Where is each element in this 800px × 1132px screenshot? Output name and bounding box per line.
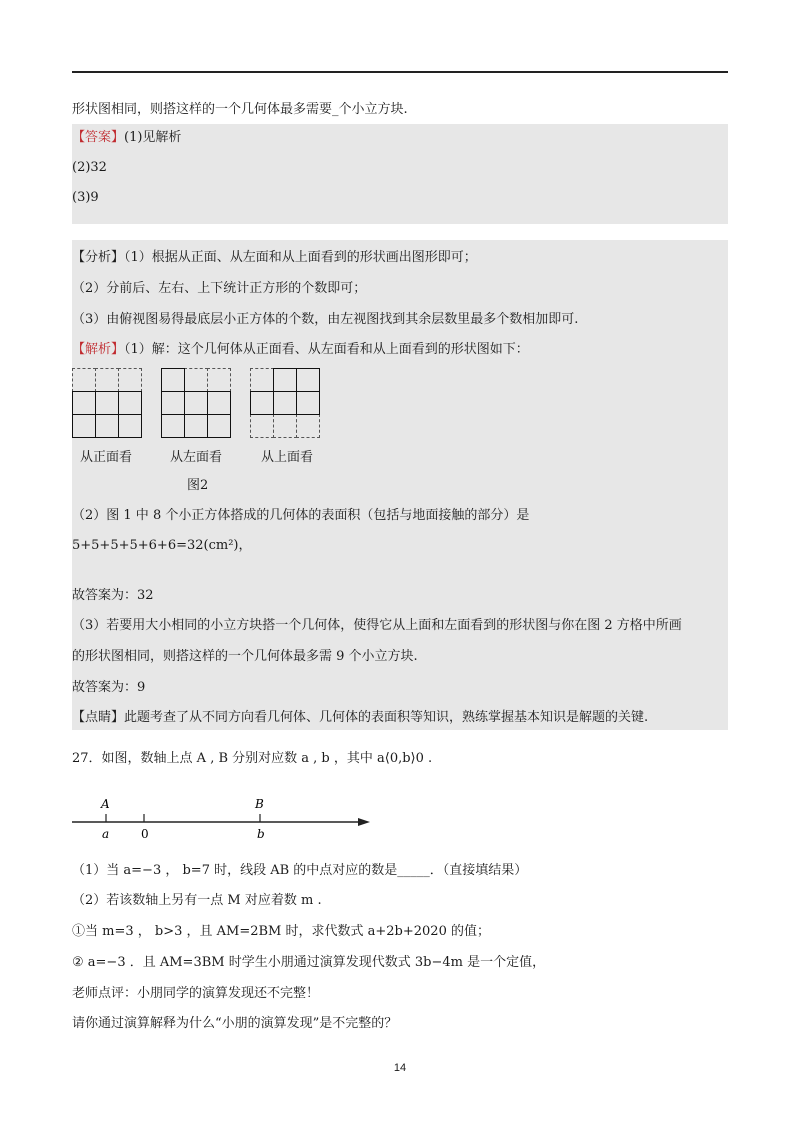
solution-answer-2: 故答案为：32 [72,588,154,603]
header-rule [72,71,728,73]
surface-area-formula: 5+5+5+5+6+6=32(cm²)， [72,538,252,553]
answer-line-3: (3)9 [72,190,99,205]
grid-square-filled [296,368,320,392]
grid-square-dashed [184,368,208,392]
grid-square-filled [161,368,185,392]
intro-line: 形状图相同，则搭这样的一个几何体最多需要_个小立方块. [72,102,408,117]
grid-square-filled [296,391,320,415]
solution-line-3b: 的形状图相同，则搭这样的一个几何体最多需 9 个小立方块. [72,649,418,664]
q27-part-2-2: ② a=−3 ．且 AM=3BM 时学生小朋通过演算发现代数式 3b−4m 是一个定值， [72,955,546,970]
comment-tag: 【点睛】 [72,710,125,725]
grid-square-filled [95,391,119,415]
left-view-grid [161,368,230,437]
grid-square-dashed [250,414,274,438]
analysis-line-3: （3）由俯视图易得最底层小正方体的个数，由左视图找到其余层数里最多个数相加即可. [72,312,579,327]
grid-square-filled [207,414,231,438]
grid-square-dashed [296,414,320,438]
q27-part-2-4: 请你通过演算解释为什么“小朋的演算发现”是不完整的？ [72,1016,398,1031]
grid-square-dashed [95,368,119,392]
q27-stem: 27．如图，数轴上点 A , B 分别对应数 a , b ，其中 a⟨0,b⟩0 . [72,751,433,766]
page-number: 14 [393,1062,407,1074]
analysis-tag: 【分析】 [72,250,125,265]
grid-square-filled [72,414,96,438]
analysis-line-2: （2）分前后、左右、上下统计正方形的个数即可； [72,281,367,296]
solution-answer-3: 故答案为：9 [72,680,146,695]
tick-label-zero: 0 [141,827,149,841]
caption-top: 从上面看 [261,450,314,465]
point-B-label: B [255,797,264,811]
grid-square-filled [118,391,142,415]
grid-square-filled [184,391,208,415]
caption-left: 从左面看 [170,450,223,465]
q27-part-1: （1）当 a=−3 ， b=7 时，线段 AB 的中点对应的数是_____．（直接填结果） [72,863,528,878]
solution-line-1: 【解析】（1）解：这个几何体从正面看、从左面看和从上面看到的形状图如下： [72,342,529,357]
grid-square-dashed [207,368,231,392]
analysis-line-1: 【分析】（1）根据从正面、从左面和从上面看到的形状画出图形即可； [72,250,477,265]
grid-square-dashed [72,368,96,392]
answer-line-1: 【答案】(1)见解析 [72,130,182,145]
top-view-grid [250,368,319,437]
grid-square-dashed [273,414,297,438]
solution-line-3a: （3）若要用大小相同的小立方块搭一个几何体，使得它从上面和左面看到的形状图与你在图 2 方格中所画 [72,618,682,633]
number-line-figure [72,792,382,848]
grid-square-filled [161,391,185,415]
solution-line-2: （2）图 1 中 8 个小正方体搭成的几何体的表面积（包括与地面接触的部分）是 [72,508,530,523]
axis-arrow [358,818,370,826]
q27-part-2-1: ①当 m=3 ， b>3 ，且 AM=2BM 时，求代数式 a+2b+2020 的值； [72,924,490,939]
q27-part-2: （2）若该数轴上另有一点 M 对应着数 m . [72,893,322,908]
tick-label-a: a [102,827,110,841]
figure-label: 图2 [187,478,209,493]
point-A-label: A [101,797,110,811]
solution-tag: 【解析】 [72,342,125,357]
comment-line: 【点睛】此题考查了从不同方向看几何体、几何体的表面积等知识，熟练掌握基本知识是解题的关键. [72,710,649,725]
grid-square-filled [250,391,274,415]
grid-square-filled [273,391,297,415]
grid-square-dashed [250,368,274,392]
grid-square-filled [95,414,119,438]
grid-square-filled [184,414,208,438]
grid-square-filled [72,391,96,415]
grid-square-filled [118,414,142,438]
grid-square-filled [207,391,231,415]
answer-line-2: (2)32 [72,160,107,175]
grid-square-filled [161,414,185,438]
answer-tag: 【答案】 [72,130,125,145]
tick-label-b: b [257,827,265,841]
caption-front: 从正面看 [80,450,133,465]
q27-part-2-3: 老师点评：小朋同学的演算发现还不完整！ [72,986,320,1001]
grid-square-dashed [118,368,142,392]
front-view-grid [72,368,141,437]
grid-square-filled [273,368,297,392]
